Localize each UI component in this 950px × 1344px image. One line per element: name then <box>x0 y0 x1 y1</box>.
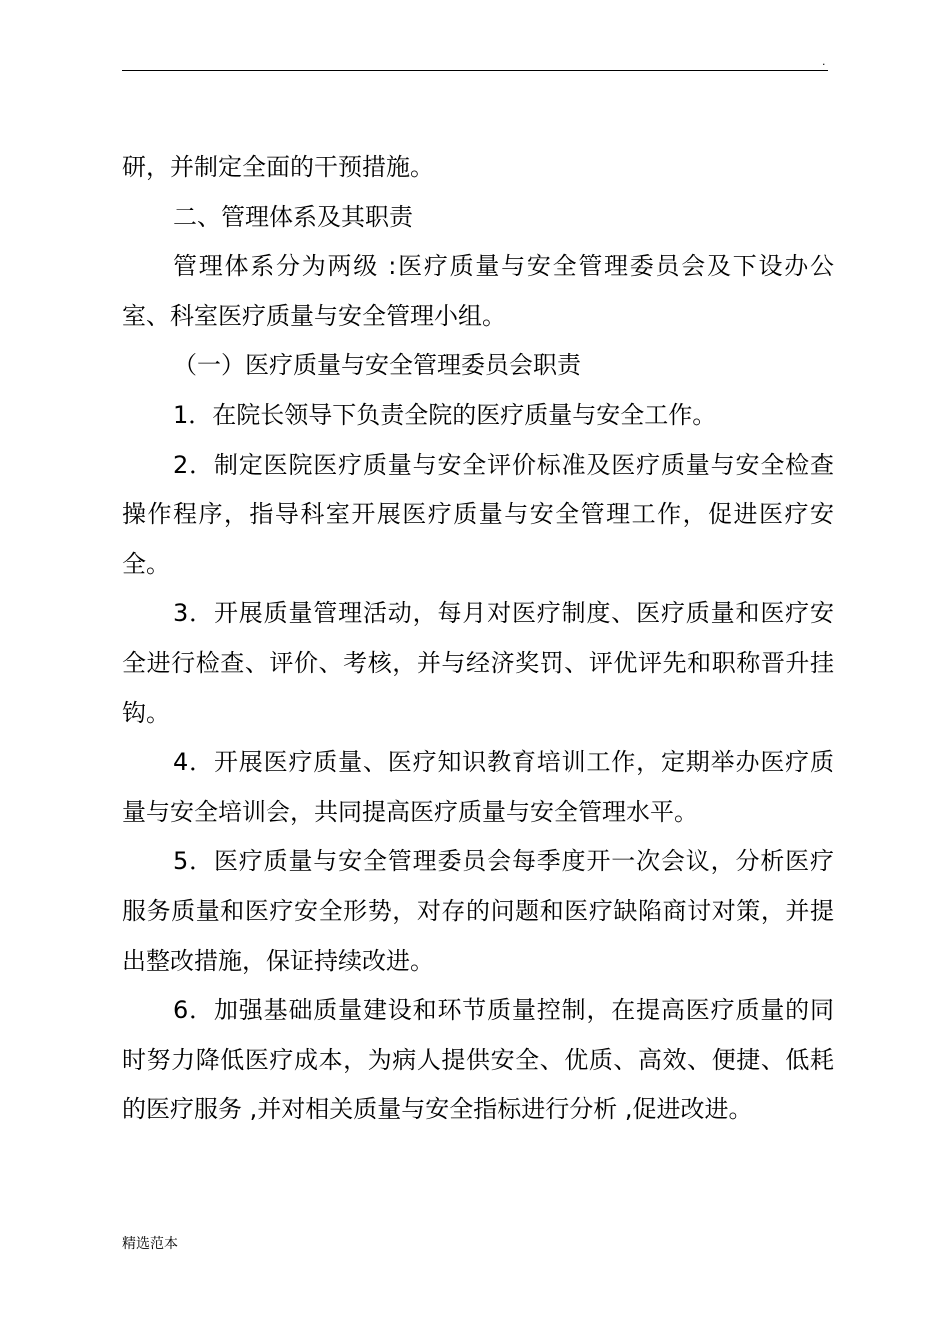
document-body <box>122 143 834 1135</box>
header-rule <box>122 70 828 71</box>
list-item-duty-3: 3．开展质量管理活动，每月对医疗制度、医疗质量和医疗安全进行检查、评价、考核，并与经济奖罚、评优评先和职称晋升挂钩。 <box>122 599 834 727</box>
list-item-duty-5: 5．医疗质量与安全管理委员会每季度开一次会议，分析医疗服务质量和医疗安全形势，对存的问题和医疗缺陷商讨对策，并提出整改措施，保证持续改进。 <box>122 847 834 975</box>
footer-label: 精选范本 <box>122 1236 178 1252</box>
paragraph-management-levels: 管理体系分为两级 :医疗质量与安全管理委员会及下设办公室、科室医疗质量与安全管理小组。 <box>122 252 834 330</box>
list-item-duty-1: 1．在院长领导下负责全院的医疗质量与安全工作。 <box>173 400 717 429</box>
paragraph-continuation: 研，并制定全面的干预措施。 <box>122 153 434 181</box>
section-heading-management-system: 二、管理体系及其职责 <box>173 202 413 231</box>
list-item-duty-4: 4．开展医疗质量、医疗知识教育培训工作，定期举办医疗质量与安全培训会，共同提高医疗质量与安全管理水平。 <box>122 748 834 826</box>
list-item-duty-6: 6．加强基础质量建设和环节质量控制，在提高医疗质量的同时努力降低医疗成本，为病人提供安全、优质、高效、便捷、低耗的医疗服务 ,并对相关质量与安全指标进行分析 ,促进改进。 <box>122 996 834 1124</box>
list-item-duty-2: 2．制定医院医疗质量与安全评价标准及医疗质量与安全检查操作程序，指导科室开展医疗质量与安全管理工作，促进医疗安全。 <box>122 450 834 578</box>
subsection-heading-committee-duties: （一）医疗质量与安全管理委员会职责 <box>173 351 581 380</box>
header-mark: . <box>822 55 826 68</box>
